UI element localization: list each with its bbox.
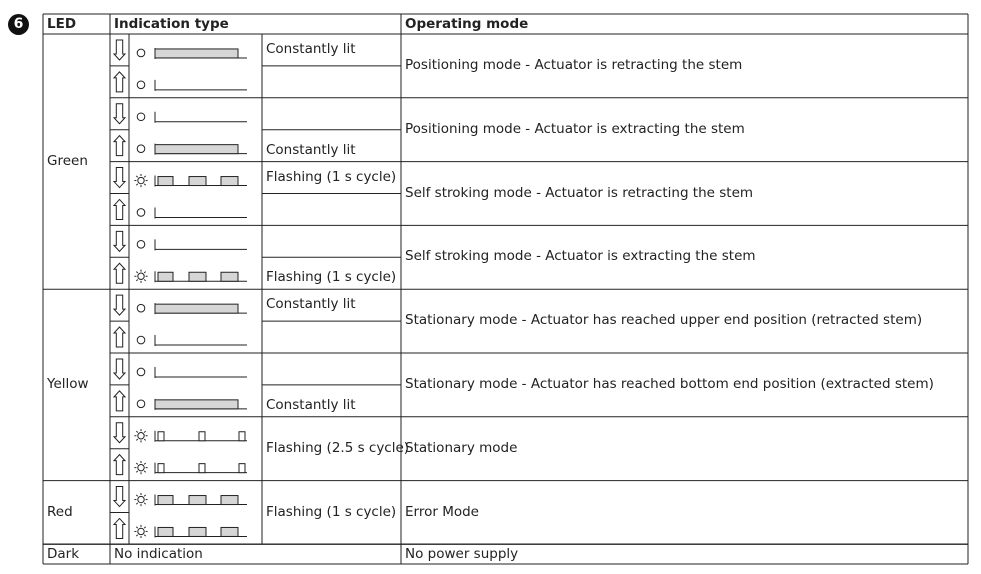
up-arrow-icon — [114, 199, 125, 219]
led-flash-sun-icon-ray — [144, 503, 145, 504]
down-arrow-icon — [114, 231, 125, 251]
dark-operating-mode: No power supply — [405, 546, 519, 562]
led-flash-sun-icon-ray — [136, 527, 137, 528]
led-off-circle-icon — [137, 400, 145, 408]
led-off-circle-icon — [137, 113, 145, 121]
led-color-green: Green — [47, 152, 88, 169]
signal-up-6-pulse-0 — [158, 464, 164, 473]
led-off-circle-icon — [137, 368, 145, 376]
down-arrow-icon — [114, 295, 125, 315]
led-flash-sun-icon-ray — [136, 272, 137, 273]
down-arrow-icon — [114, 423, 125, 443]
led-flash-sun-icon — [138, 496, 144, 502]
indication-label-down-2: Flashing (1 s cycle) — [266, 168, 397, 185]
signal-up-7-pulse-2 — [221, 527, 238, 536]
operating-mode-6: Stationary mode — [405, 439, 518, 456]
signal-down-2-pulse-1 — [189, 177, 206, 186]
figure-number-badge: 6 — [8, 14, 29, 35]
led-flash-sun-icon-ray — [136, 503, 137, 504]
led-off-circle-icon — [137, 145, 145, 153]
led-flash-sun-icon — [138, 464, 144, 470]
indication-label-down-0: Constantly lit — [266, 41, 356, 57]
down-arrow-icon — [114, 40, 125, 60]
down-arrow-icon — [114, 104, 125, 124]
led-flash-sun-icon-ray — [144, 272, 145, 273]
signal-up-3-pulse-0 — [158, 272, 173, 281]
signal-down-0-bar — [155, 49, 238, 58]
signal-up-5-bar — [155, 400, 238, 409]
up-arrow-icon — [114, 136, 125, 156]
operating-mode-7: Error Mode — [405, 503, 479, 520]
led-flash-sun-icon-ray — [144, 439, 145, 440]
led-flash-sun-icon-ray — [144, 471, 145, 472]
up-arrow-icon — [114, 518, 125, 538]
signal-up-6-pulse-2 — [239, 464, 245, 473]
up-arrow-icon — [114, 455, 125, 475]
led-flash-sun-icon-ray — [136, 280, 137, 281]
led-flash-sun-icon-ray — [136, 184, 137, 185]
header-indication-type: Indication type — [114, 16, 229, 32]
operating-mode-2: Self stroking mode - Actuator is retracting the stem — [405, 184, 754, 201]
signal-down-7-pulse-2 — [221, 496, 238, 505]
led-flash-sun-icon-ray — [144, 495, 145, 496]
up-arrow-icon — [114, 327, 125, 347]
signal-up-7-pulse-1 — [189, 527, 206, 536]
led-flash-sun-icon-ray — [136, 535, 137, 536]
up-arrow-icon — [114, 263, 125, 283]
indication-label-7: Flashing (1 s cycle) — [266, 503, 397, 520]
led-flash-sun-icon-ray — [144, 280, 145, 281]
led-off-circle-icon — [137, 81, 145, 89]
led-off-circle-icon — [137, 241, 145, 249]
led-color-yellow: Yellow — [47, 375, 89, 392]
led-flash-sun-icon-ray — [136, 431, 137, 432]
signal-up-7-pulse-0 — [158, 527, 173, 536]
signal-down-2-pulse-0 — [158, 177, 173, 186]
led-flash-sun-icon-ray — [144, 431, 145, 432]
led-flash-sun-icon-ray — [144, 535, 145, 536]
signal-down-7-pulse-1 — [189, 496, 206, 505]
operating-mode-5: Stationary mode - Actuator has reached bottom end position (extracted stem) — [405, 375, 934, 392]
operating-mode-1: Positioning mode - Actuator is extracting the stem — [405, 120, 745, 137]
led-off-circle-icon — [137, 49, 145, 57]
operating-mode-4: Stationary mode - Actuator has reached upper end position (retracted stem) — [405, 312, 923, 329]
led-flash-sun-icon — [138, 433, 144, 439]
led-flash-sun-icon — [138, 177, 144, 183]
indication-label-down-4: Constantly lit — [266, 296, 356, 313]
down-arrow-icon — [114, 359, 125, 379]
led-flash-sun-icon-ray — [144, 184, 145, 185]
led-flash-sun-icon — [138, 273, 144, 279]
header-operating-mode: Operating mode — [405, 16, 529, 32]
signal-down-6-pulse-0 — [158, 432, 164, 441]
down-arrow-icon — [114, 487, 125, 507]
operating-mode-0: Positioning mode - Actuator is retracting the stem — [405, 56, 743, 73]
signal-up-3-pulse-2 — [221, 272, 238, 281]
led-flash-sun-icon-ray — [144, 527, 145, 528]
led-flash-sun-icon-ray — [136, 471, 137, 472]
indication-label-up-3: Flashing (1 s cycle) — [266, 269, 397, 286]
led-flash-sun-icon-ray — [136, 495, 137, 496]
led-off-circle-icon — [137, 304, 145, 312]
indication-label-up-5: Constantly lit — [266, 396, 356, 413]
signal-down-7-pulse-0 — [158, 496, 173, 505]
led-color-red: Red — [47, 503, 73, 520]
signal-down-6-pulse-2 — [239, 432, 245, 441]
led-off-circle-icon — [137, 209, 145, 217]
signal-down-4-bar — [155, 304, 238, 313]
led-flash-sun-icon-ray — [136, 439, 137, 440]
operating-mode-3: Self stroking mode - Actuator is extracting the stem — [405, 248, 756, 265]
led-flash-sun-icon-ray — [136, 176, 137, 177]
up-arrow-icon — [114, 72, 125, 92]
header-led: LED — [47, 16, 77, 32]
led-flash-sun-icon-ray — [144, 463, 145, 464]
led-color-dark: Dark — [47, 546, 80, 562]
signal-up-3-pulse-1 — [189, 272, 206, 281]
signal-up-6-pulse-1 — [199, 464, 205, 473]
down-arrow-icon — [114, 168, 125, 188]
signal-down-2-pulse-2 — [221, 177, 238, 186]
indication-label-up-1: Constantly lit — [266, 141, 356, 158]
led-flash-sun-icon-ray — [144, 176, 145, 177]
led-off-circle-icon — [137, 336, 145, 344]
indication-label-6: Flashing (2.5 s cycle) — [266, 439, 410, 456]
up-arrow-icon — [114, 391, 125, 411]
led-flash-sun-icon — [138, 528, 144, 534]
signal-up-1-bar — [155, 145, 238, 154]
signal-down-6-pulse-1 — [199, 432, 205, 441]
dark-indication: No indication — [114, 546, 203, 562]
led-flash-sun-icon-ray — [136, 463, 137, 464]
